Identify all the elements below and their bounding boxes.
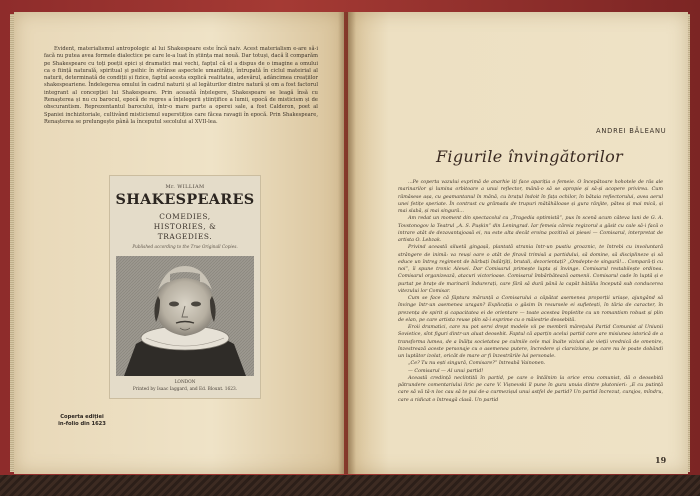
title-page-line3: TRAGEDIES. — [157, 232, 213, 241]
title-page-line2: HISTORIES, & — [153, 222, 217, 231]
right-paragraph: ...Pe coperta vazului exprimă de anarhie iți face apariția o femeie. O începătoare hohotele de râs ale marinarilor și lumina orbitoare a unui reflector, mână-o să se apropie și să-și acopere privirea. Cum rămâsese așa, cu geamantanul în mână, cu brațul îndoit în fața ochilor, în bătaia reflectorului, avea aerul unei fetițe speriate. În contrast cu grămada de trupuri mătăhăloase și gura rânjite, pătea și mai mică, și mai slabă, și mai singură... — [398, 179, 663, 214]
left-paragraph: Evident, materialismul antropologic al lui Shakespeare este încă naiv. Acest materialism e-are să-i facă nu putea avea formele dialectice pe care le-a luat în știința mai nouă. Dar totuși, dacă îl comparăm pe Shakespeare cu toți poeții epici și dramatici mai vechi, fapțul că el a dispus de o imagine a omului ca o ființă naturală, spiritual și psihic în strânse aspectele umanității, întrupată în ciclul mateirial al naturii, determinată de condiții și fizice, faptul acesta explică realitatea, adevărul, adâncimea creațiilor shakespeariene. Îndelegerea omului în cadrul naturii și al legăturilor dintre natură și om a fost factorul integrant al concepției lui Shakespeare. Prin această înțelegere, Shakespeare se leagă însă cu Renașterea și nu cu barocul, epocă de regres a înțelegerii științifice a lumii, epocă de misticism și de obscurantism. Reprezentantul barocului, într-o mare parte a operei sale, a fost Calderon, poet al Spaniei inchizitoriale, cultivând misticismul superstițios care făcea ravagii în epocă. Prin Shakespeare, Renașterea se prelungește până la începutul secolului al XVII-lea. — [44, 46, 318, 125]
left-page-body — [44, 46, 318, 126]
page-number: 19 — [655, 455, 667, 465]
right-page-body — [398, 179, 663, 404]
right-paragraph: Această credință neclintită în partid, pe care o întâlnim la orice erou comunist, dă o deosebită pătrundere comentariului liric pe care V. Vișnevski îl pune în gura unuia dintre plutonieri: „E cu putință care să vă tă-n loc cau să te pui de-a curmezișul unui astfel de partid? Un partid încrezut, curajos, mîndru, care a ridicat o întreagă clasă. Un partid — [398, 374, 663, 403]
right-paragraph: Am redat un moment din spectacolul cu „Tragedia optimistă”, pus în scenă acum câteva luni de G. A. Tovstonogov la Teatrul „A. S. Pușkin” din Leningrad. Iar femeia căreia regizorul a găsit cu cale să-i facă o intrare atât de dezavantajoasă ei, nu este alta decât eroina pozitivă ai piesei — Comisarul, interpretat de artista O. Lebzak. — [398, 215, 663, 243]
shakespeare-portrait — [116, 256, 254, 376]
portrait-engraving — [116, 256, 254, 376]
title-page-city: LONDON — [174, 380, 196, 385]
right-paragraph: Eroii dramatici, care nu pot servi drept modele vii pe membrii mărețului Partid Comunist al Uniunii Sovietice, sînt figuri dintr-un aluat deosebit. Faptul că aparțin acelui partid care are misiunea istorică de a transforma lumea, de a înălța societatea pe culmile cele mai înalte viziuni ale vieții vrednică de omenire, înzestrează aceste personaje cu o asemenea putere, încredere și clarviziune, pe care nu le poate dobândi un luptător izolat, oricât de mare ar fi înzestrările lui personale. — [398, 324, 663, 359]
article-author: ANDREI BĂLEANU — [596, 127, 667, 135]
figure-caption: Coperta ediției in-folio din 1623 — [58, 414, 106, 427]
folio-title-page — [110, 176, 260, 398]
title-page-publisher-line: Published according to the True Originall Copies. — [132, 244, 238, 249]
right-paragraph: Cum se face că făptura mărunță a Comisarului a căpătat asemenea proporții uriașe, ajungând să învinge într-un asemenea uragan? Explicația o găsim în resursele ei sufletești, în tăria de caracter, în prezența de spirit și capacitatea ei de orientare — toate acestea împletite cu un romantism robust și plin de elan, pe care artista reuse plin să-i exprime cu o măiestrie deosebită. — [398, 295, 663, 323]
article-title: Figurile învingătorilor — [436, 147, 623, 166]
title-page-top-line: Mr. WILLIAM — [165, 184, 205, 190]
title-page-name: SHAKESPEARES — [115, 191, 255, 208]
right-paragraph: — Comisarul — Al unui partid! — [408, 367, 484, 374]
title-page-line1: COMEDIES, — [159, 212, 211, 221]
table-surface — [0, 475, 700, 496]
title-page-printer: Printed by Isaac Iaggard, and Ed. Blount. 1623. — [132, 387, 238, 392]
right-paragraph: Privind această siluetă gingașă, plantată strania într-un pustiu groaznic, te întrebi cu involuntară strângere de inimă: va reuși oare o atât de firavă trimisă a partidului, să domine, să disciplineze și să educe un întreg regiment de bărbați îndârjiți, brutali, dezorientați? „Omdepte-te singură!... Compară-ți cu noi”, îi spune tronic Alexei. Dar Comisarul primește lupta și învinge. Comisarul restabilește ordinea. Comisarul organizează, atacuri victorioase. Comisarul îmbărbătează oamenii. Comisarul cade în luptă și e purtat pe brațe de marinarii îndurerați, care fără să dură până la capăt bătălia începută sub conducerea vitezului lor Comisar. — [398, 244, 663, 294]
book-gutter — [338, 12, 356, 474]
right-paragraph: „Ce? Tu nu ești singură, Comisare?” întreabă Vainonen. — [408, 360, 546, 367]
